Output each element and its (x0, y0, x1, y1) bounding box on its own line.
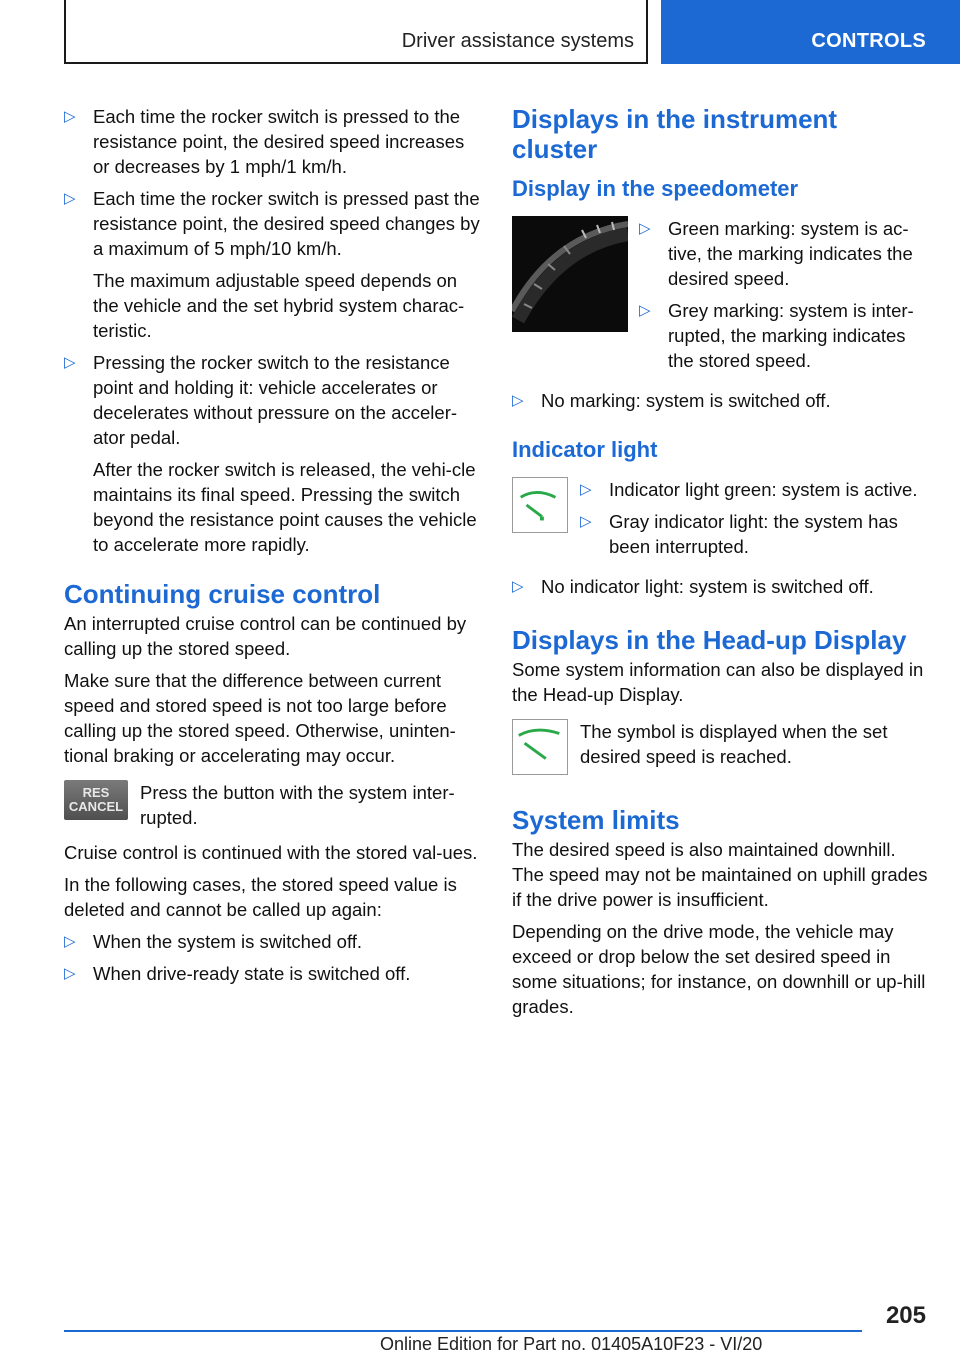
list-item: ▷ When drive-ready state is switched off. (64, 961, 480, 986)
list-item: ▷ When the system is switched off. (64, 929, 480, 954)
paragraph: Depending on the drive mode, the vehicle may exceed or drop below the set desired speed in some situations; for instance, on downhill or up-hill grades. (512, 921, 926, 1017)
hud-speed-symbol-icon (512, 719, 568, 775)
indicator-list (580, 477, 928, 566)
paragraph: An interrupted cruise control can be continued by calling up the stored speed. (64, 613, 467, 659)
list-item: ▷ Pressing the rocker switch to the resistance point and holding it: vehicle accelerates or decelerates without pressure on the acceler-ator pedal. (64, 350, 480, 450)
paragraph: Some system information can also be displayed in the Head-up Display. (512, 659, 924, 705)
heading-display-speedometer: Display in the speedometer (512, 176, 799, 201)
speedometer-image (512, 216, 628, 332)
indicator-row (512, 477, 928, 566)
left-column (64, 104, 480, 993)
list-item-continuation: After the rocker switch is released, the vehi-cle maintains its final speed. Pressing the switch beyond the resistance point causes the vehicle to accelerate more rapidly. (93, 459, 477, 555)
speedometer-row (512, 216, 928, 380)
header-chapter-tab[interactable] (661, 0, 960, 64)
page-number: 205 (885, 1302, 926, 1329)
footer-edition: Online Edition for Part no. 01405A10F23 - VI/20 (380, 1334, 763, 1354)
header-section-title: Driver assistance systems (401, 30, 634, 52)
paragraph: Make sure that the difference between current speed and stored speed is not too large before calling up the stored speed. Otherwise, uninten-tional braking or accelerating may occur. (64, 670, 456, 766)
header-chapter-title: CONTROLS (811, 30, 926, 52)
heading-displays-instrument-cluster: Displays in the instrument cluster (512, 104, 838, 164)
hud-symbol-text: The symbol is displayed when the set desired speed is reached. (580, 721, 888, 767)
list-item: ▷ No marking: system is switched off. (512, 388, 928, 413)
list-item: ▷ Each time the rocker switch is pressed past the resistance point, the desired speed changes by a maximum of 5 mph/10 km/h. (64, 186, 480, 261)
paragraph: The desired speed is also maintained downhill. The speed may not be maintained on uphill grades if the drive power is insufficient. (512, 839, 928, 910)
list-item: ▷ Gray indicator light: the system has been interrupted. (580, 509, 928, 559)
list-item-continuation: The maximum adjustable speed depends on the vehicle and the set hybrid system charac-teristic. (93, 270, 465, 341)
header-section-box (64, 0, 648, 64)
footer-divider (64, 1330, 862, 1332)
paragraph: In the following cases, the stored speed value is deleted and cannot be called up again: (64, 874, 457, 920)
heading-head-up-display: Displays in the Head-up Display (512, 625, 907, 655)
list-item: ▷ Grey marking: system is inter-rupted, the marking indicates the stored speed. (639, 298, 928, 373)
cancel-label: CANCEL (68, 799, 124, 814)
list-item: ▷ No indicator light: system is switched off. (512, 574, 928, 599)
list-item: ▷ Indicator light green: system is active. (580, 477, 928, 502)
paragraph: Cruise control is continued with the stored val-ues. (64, 842, 478, 863)
heading-system-limits: System limits (512, 805, 680, 835)
res-cancel-button-icon (64, 780, 128, 820)
heading-indicator-light: Indicator light (512, 437, 658, 462)
res-button-row (64, 780, 480, 830)
list-item: ▷ Each time the rocker switch is pressed to the resistance point, the desired speed increases or decreases by 1 mph/1 km/h. (64, 104, 480, 179)
hud-symbol-row (512, 719, 928, 775)
speedometer-list (639, 216, 928, 380)
right-column (512, 104, 928, 1026)
list-item: ▷ Green marking: system is ac-tive, the marking indicates the desired speed. (639, 216, 928, 291)
speedometer-indicator-icon (512, 477, 568, 533)
heading-continuing-cruise-control: Continuing cruise control (64, 579, 381, 609)
res-label: RES (82, 785, 110, 800)
res-button-text: Press the button with the system inter-rupted. (140, 782, 455, 828)
